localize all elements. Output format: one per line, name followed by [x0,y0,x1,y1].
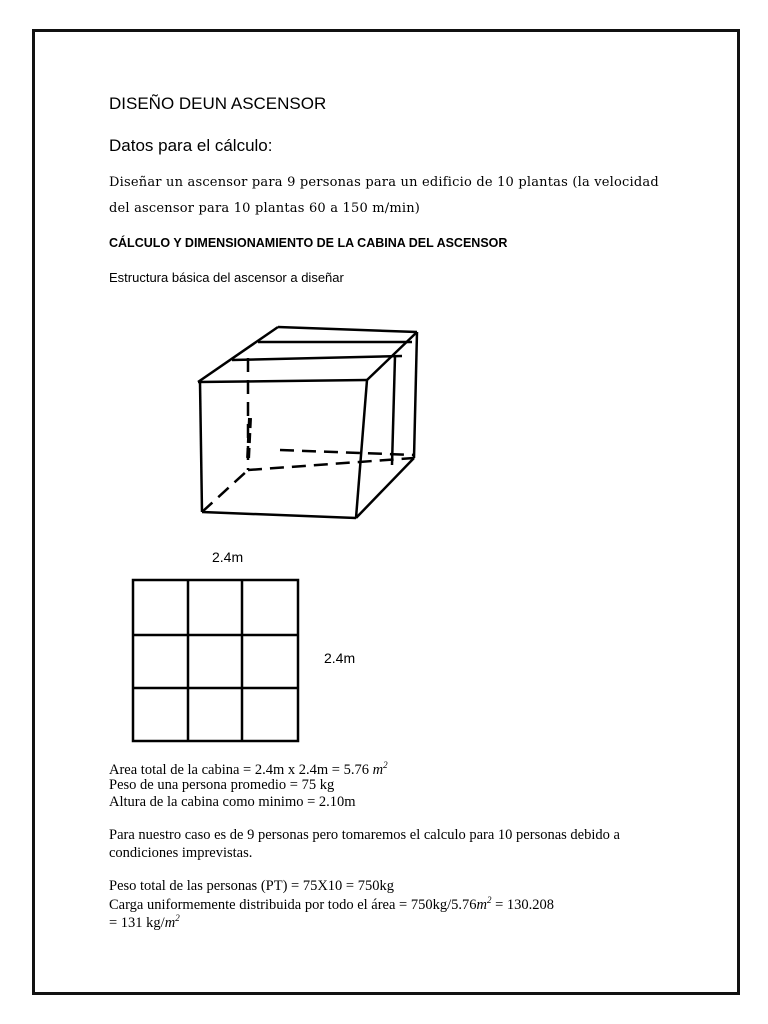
note-line-1: Para nuestro caso es de 9 personas pero tomaremos el calculo para 10 personas debido a [109,827,620,843]
dimension-width-label: 2.4m [212,549,244,565]
box-edge [356,380,367,518]
document-title: DISEÑO DEUN ASCENSOR [109,94,327,113]
grid-outline [133,580,298,741]
cabin-floor-grid [130,577,302,745]
load-rounded-text: = 131 kg/ [109,914,165,931]
intro-line-2: del ascensor para 10 plantas 60 a 150 m/min) [109,201,421,216]
area-exponent: 2 [383,760,388,770]
hidden-edge-thick [248,418,250,460]
hidden-edge [248,458,414,470]
figure-caption: Estructura básica del ascensor a diseñar [109,270,344,285]
load-rounded-exponent: 2 [175,913,180,923]
box-edge [392,356,395,465]
load-rounded-unit: m [164,914,176,931]
section-heading: CÁLCULO Y DIMENSIONAMIENTO DE LA CABINA DEL ASCENSOR [109,236,508,250]
load-rounded-line [109,913,180,932]
min-height-line: Altura de la cabina como minimo = 2.10m [109,794,356,810]
weight-person-line: Peso de una persona promedio = 75 kg [109,777,335,793]
box-edge [202,512,356,518]
intro-line-1: Diseñar un ascensor para 9 personas para un edificio de 10 plantas (la velocidad [109,175,659,190]
elevator-cabin-3d-diagram [180,300,450,530]
note-line-2: condiciones imprevistas. [109,845,253,861]
box-edge [232,356,402,360]
box-edge [414,332,417,458]
load-text: Carga uniformemente distribuida por todo el área = 750kg/5.76 [109,896,477,913]
distributed-load-line [109,895,554,914]
area-text: Area total de la cabina = 2.4m x 2.4m = 5.76 [109,761,373,778]
page-border-bottom-line [35,993,737,994]
hidden-edge [280,450,414,455]
load-unit: m [476,896,487,913]
area-line [109,760,388,779]
document-subtitle: Datos para el cálculo: [109,136,273,155]
load-exponent: 2 [486,895,492,905]
area-unit: m [372,761,384,778]
box-edge [278,327,417,332]
box-edge [198,327,278,382]
box-edge [200,382,202,512]
box-edge [356,458,414,518]
total-weight-line: Peso total de las personas (PT) = 75X10 = 750kg [109,878,394,894]
hidden-edge [202,470,248,512]
dimension-depth-label: 2.4m [324,650,356,666]
load-result: = 130.208 [491,896,555,913]
box-edge [198,380,367,382]
